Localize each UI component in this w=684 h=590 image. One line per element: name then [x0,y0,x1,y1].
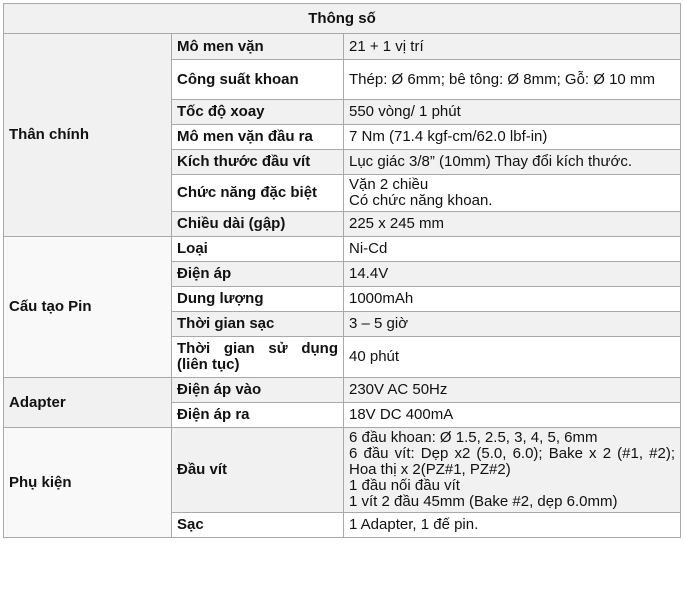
spec-value-line: Ni-Cd [349,240,388,257]
spec-table [3,3,681,538]
spec-value [344,287,681,312]
spec-label: Thời gian sạc [172,312,344,337]
spec-value-line: 1 đầu nối đầu vít [349,477,460,494]
table-row [4,428,681,513]
group-name: Adapter [4,378,172,428]
spec-label: Kích thước đầu vít [172,150,344,175]
spec-value [344,403,681,428]
spec-value [344,150,681,175]
spec-value [344,337,681,378]
spec-value-line: 14.4V [349,265,389,282]
spec-value [344,212,681,237]
spec-value [344,60,681,100]
spec-value-line: 6 đầu khoan: Ø 1.5, 2.5, 3, 4, 5, 6mm [349,429,598,446]
spec-value-line: 40 phút [349,348,400,365]
spec-label: Tốc độ xoay [172,100,344,125]
spec-value-line: Có chức năng khoan. [349,192,493,209]
title-row [4,4,681,34]
spec-label: Chiều dài (gập) [172,212,344,237]
group-name: Phụ kiện [4,428,172,538]
group-name: Thân chính [4,34,172,237]
spec-label: Điện áp [172,262,344,287]
spec-label: Đầu vít [172,428,344,513]
spec-label: Dung lượng [172,287,344,312]
spec-value [344,428,681,513]
spec-value-line: 7 Nm (71.4 kgf-cm/62.0 lbf-in) [349,128,548,145]
spec-value-line: 21 + 1 vị trí [349,37,424,55]
spec-value-line: 1 Adapter, 1 đế pin. [349,516,479,533]
spec-value-line: 1 vít 2 đầu 45mm (Bake #2, dẹp 6.0mm) [349,493,618,510]
table-row [4,237,681,262]
spec-value-line: Thép: Ø 6mm; bê tông: Ø 8mm; Gỗ: Ø 10 mm [349,70,655,88]
table-row [4,34,681,60]
spec-label: Điện áp ra [172,403,344,428]
table-title: Thông số [4,4,681,34]
spec-label: Công suất khoan [172,60,344,100]
spec-label: Chức năng đặc biệt [172,175,344,212]
spec-label: Loại [172,237,344,262]
spec-value [344,262,681,287]
spec-value [344,175,681,212]
spec-value [344,34,681,60]
spec-label: Thời gian sử dụng (liên tục) [172,337,344,378]
spec-label: Mô men vặn đầu ra [172,125,344,150]
group-name: Cấu tạo Pin [4,237,172,378]
spec-value [344,125,681,150]
spec-label: Điện áp vào [172,378,344,403]
table-row [4,378,681,403]
spec-value-line: 6 đầu vít: Dẹp x2 (5.0, 6.0); Bake x 2 (#1, #2); Hoa thị x 2(PZ#1, PZ#2) [349,445,676,478]
spec-value [344,378,681,403]
spec-label: Sạc [172,513,344,538]
spec-value [344,312,681,337]
spec-value-line: 3 – 5 giờ [349,315,409,332]
spec-value-line: 230V AC 50Hz [349,381,448,398]
spec-value-line: 1000mAh [349,290,414,307]
spec-value [344,100,681,125]
spec-value [344,237,681,262]
spec-value-line: 550 vòng/ 1 phút [349,103,461,120]
spec-value-line: Lục giác 3/8” (10mm) Thay đổi kích thước. [349,153,633,170]
spec-value [344,513,681,538]
spec-value-line: 18V DC 400mA [349,406,454,423]
spec-label: Mô men vặn [172,34,344,60]
spec-value-line: 225 x 245 mm [349,215,445,232]
spec-value-line: Vặn 2 chiều [349,176,429,193]
